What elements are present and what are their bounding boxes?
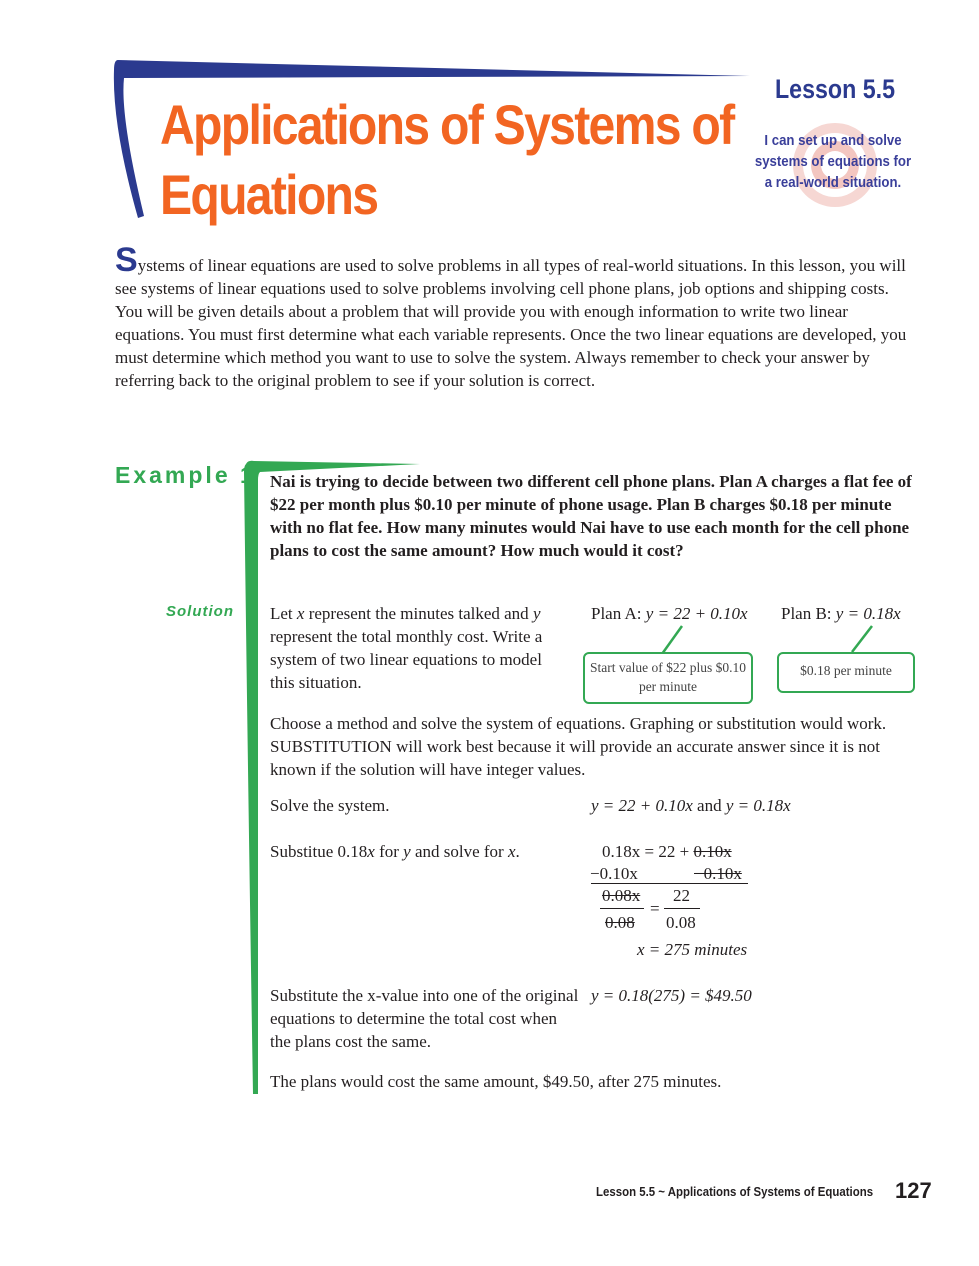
example-problem: Nai is trying to decide between two different cell phone plans. Plan A charges a flat fee of $22 per month plus $0.10 per minute of phone usage. Plan B charges $0.18 per minute with no flat fee. How many minutes would Nai have to use each month for the cell phone plans to cost the same amount? How much would it cost? bbox=[270, 472, 912, 560]
lesson-number: Lesson 5.5 bbox=[774, 74, 896, 104]
intro-paragraph bbox=[115, 241, 915, 392]
plan-b-equation: Plan B: y = 0.18x bbox=[781, 604, 901, 623]
work-equals: = bbox=[650, 899, 660, 918]
solution-label: Solution bbox=[166, 603, 234, 620]
solve-system: y = 22 + 0.10x and y = 0.18x bbox=[591, 796, 791, 815]
method-paragraph: Choose a method and solve the system of equations. Graphing or substitution would work. SUBSTITUTION will work best because it will provide an accurate answer since it is not known if the solution will have integer values. bbox=[270, 714, 887, 779]
drop-cap: S bbox=[115, 241, 138, 279]
page-number: 127 bbox=[895, 1178, 932, 1203]
learning-objective: I can set up and solve systems of equations for a real-world situation. bbox=[754, 132, 912, 191]
callout-plan-b: $0.18 per minute bbox=[777, 652, 915, 693]
solve-label: Solve the system. bbox=[270, 796, 390, 815]
work-result: x = 275 minutes bbox=[637, 940, 748, 959]
work-line-2-left: −0.10x bbox=[590, 864, 638, 883]
substitute-label: Substitue 0.18x for y and solve for x. bbox=[270, 842, 520, 861]
work-right-numerator: 22 bbox=[673, 886, 690, 905]
cost-equation: y = 0.18(275) = $49.50 bbox=[591, 986, 752, 1005]
plan-a-equation: Plan A: y = 22 + 0.10x bbox=[591, 604, 748, 623]
work-right-denominator: 0.08 bbox=[666, 913, 696, 932]
example-label: Example 1 bbox=[115, 462, 256, 488]
footer-text: Lesson 5.5 ~ Applications of Systems of Equations bbox=[596, 1184, 874, 1199]
work-line-1: 0.18x = 22 + 0.10x bbox=[602, 842, 732, 861]
work-denominator: 0.08 bbox=[605, 913, 635, 932]
substitute-paragraph: Substitute the x-value into one of the original equations to determine the total cost when the plans cost the same. bbox=[270, 986, 579, 1051]
fraction-bar-right bbox=[664, 908, 700, 909]
callout-plan-a: Start value of $22 plus $0.10 per minute bbox=[583, 652, 753, 704]
work-line-2-right: −0.10x bbox=[694, 864, 742, 883]
let-statement: Let x represent the minutes talked and y represent the total monthly cost. Write a system of two linear equations to model this situation. bbox=[270, 604, 543, 692]
fraction-bar-left bbox=[600, 908, 644, 909]
page-title: Applications of Systems of Equations bbox=[160, 93, 734, 226]
work-numerator: 0.08x bbox=[602, 886, 641, 905]
conclusion: The plans would cost the same amount, $49.50, after 275 minutes. bbox=[270, 1072, 722, 1091]
intro-text: ystems of linear equations are used to solve problems in all types of real-world situations. In this lesson, you will see systems of linear equations used to solve problems involving cell phone plans, job options and shipping costs. You will be given details about a problem that will provide you with enough information to write two linear equations. You must first determine what each variable represents. Once the two linear equations are developed, you must determine which method you want to use to solve the system. Always remember to check your answer by referring back to the original problem to see if your solution is correct. bbox=[115, 256, 907, 390]
